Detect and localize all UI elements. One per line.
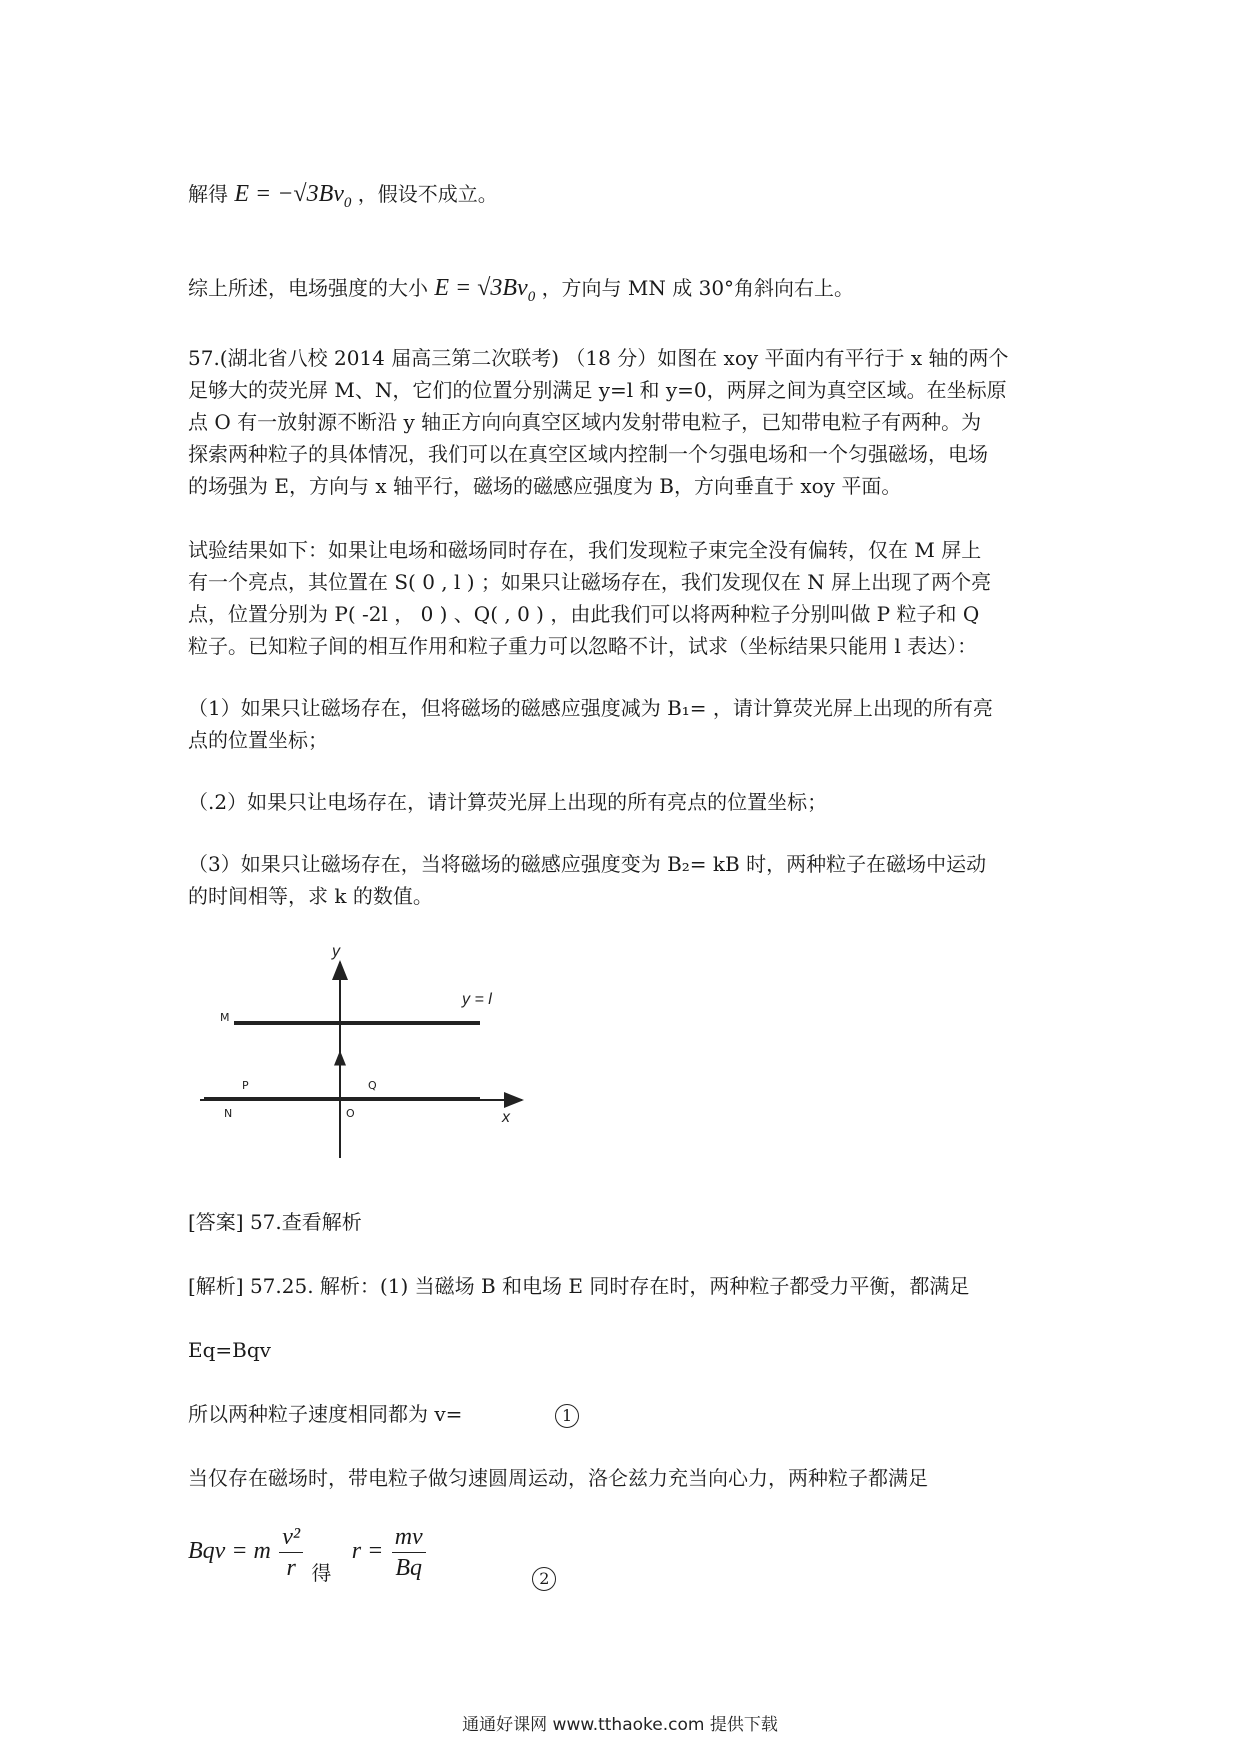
screen-n-label: N [224, 1107, 233, 1120]
problem-para1-line: 的场强为 E，方向与 x 轴平行，磁场的磁感应强度为 B，方向垂直于 xoy 平面。 [188, 474, 902, 498]
equation-radius: Bqv = m $\frac{\text{v²}}{r}$ 得 r = $\frac{mv}{Bq}$ 2 [188, 1522, 556, 1591]
line-y-equals-l-label: y = l [462, 991, 492, 1008]
equation-eq-bqv: Eq=Bqv [188, 1338, 271, 1362]
problem-para2-line: 粒子。已知粒子间的相互作用和粒子重力可以忽略不计，试求（坐标结果只能用 l 表达）： [188, 634, 978, 658]
problem-para2-line: 试验结果如下：如果让电场和磁场同时存在，我们发现粒子束完全没有偏转，仅在 M 屏上 [188, 538, 982, 562]
point-p-label: P [242, 1079, 249, 1092]
analysis-line: [解析] 57.25. 解析：(1) 当磁场 B 和电场 E 同时存在时，两种粒子都受力平衡，都满足 [188, 1274, 970, 1298]
y-axis-label: y [332, 943, 340, 960]
problem-para1-line: 探索两种粒子的具体情况，我们可以在真空区域内控制一个匀强电场和一个匀强磁场，电场 [188, 442, 988, 466]
origin-label: O [346, 1107, 355, 1120]
question-1-line: （1）如果只让磁场存在，但将磁场的磁感应强度减为 B₁= ，请计算荧光屏上出现的所有亮 [188, 696, 993, 720]
answer-line: [答案] 57.查看解析 [188, 1210, 362, 1234]
problem-para2-line: 点，位置分别为 P( -2l ， 0 ) 、Q( , 0 ) ，由此我们可以将两种粒子分别叫做 P 粒子和 Q [188, 602, 980, 626]
page-footer: 通通好课网 www.tthaoke.com 提供下载 [462, 1715, 778, 1735]
fraction-v2-over-r: $\frac{\text{v²}}{r}$ [279, 1522, 303, 1583]
speed-line: 所以两种粒子速度相同都为 v= 1 [188, 1398, 579, 1430]
magnetic-line: 当仅存在磁场时，带电粒子做匀速圆周运动，洛仑兹力充当向心力，两种粒子都满足 [188, 1466, 928, 1490]
physics-diagram [190, 940, 530, 1170]
equation-e-positive: $E = √3Bv_0$ [434, 275, 536, 305]
question-3-line: （3）如果只让磁场存在，当将磁场的磁感应强度变为 B₂= kB 时，两种粒子在磁场中运动 [188, 852, 987, 876]
problem-para1-line: 57.(湖北省八校 2014 届高三第二次联考) （18 分）如图在 xoy 平面内有平行于 x 轴的两个 [188, 346, 1009, 370]
x-axis-label: x [502, 1109, 510, 1126]
screen-m-label: M [220, 1011, 230, 1024]
point-q-label: Q [368, 1079, 377, 1092]
problem-para2-line: 有一个亮点，其位置在 S( 0 , l ) ；如果只让磁场存在，我们发现仅在 N 屏上出现了两个亮 [188, 570, 992, 594]
problem-para1-line: 点 O 有一放射源不断沿 y 轴正方向向真空区域内发射带电粒子，已知带电粒子有两种。为 [188, 410, 982, 434]
equation-e-negative: $E = -√3Bv_0$ [234, 181, 352, 211]
equation-mark-2: 2 [532, 1567, 556, 1591]
equation-mark-1: 1 [555, 1404, 579, 1428]
problem-para1-line: 足够大的荧光屏 M、N，它们的位置分别满足 y=l 和 y=0，两屏之间为真空区域。在坐标原 [188, 378, 1007, 402]
question-3-line: 的时间相等，求 k 的数值。 [188, 884, 433, 908]
solution-line-2: 综上所述，电场强度的大小 $E = √3Bv_0$ ，方向与 MN 成 30°角斜向右上。 [188, 275, 855, 305]
solution-line-1: 解得 $E = -√3Bv_0$ ，假设不成立。 [188, 181, 498, 211]
question-1-line: 点的位置坐标； [188, 728, 328, 752]
question-2-line: （.2）如果只让电场存在，请计算荧光屏上出现的所有亮点的位置坐标； [188, 790, 828, 814]
fraction-mv-over-bq: $\frac{mv}{Bq}$ [392, 1522, 426, 1583]
